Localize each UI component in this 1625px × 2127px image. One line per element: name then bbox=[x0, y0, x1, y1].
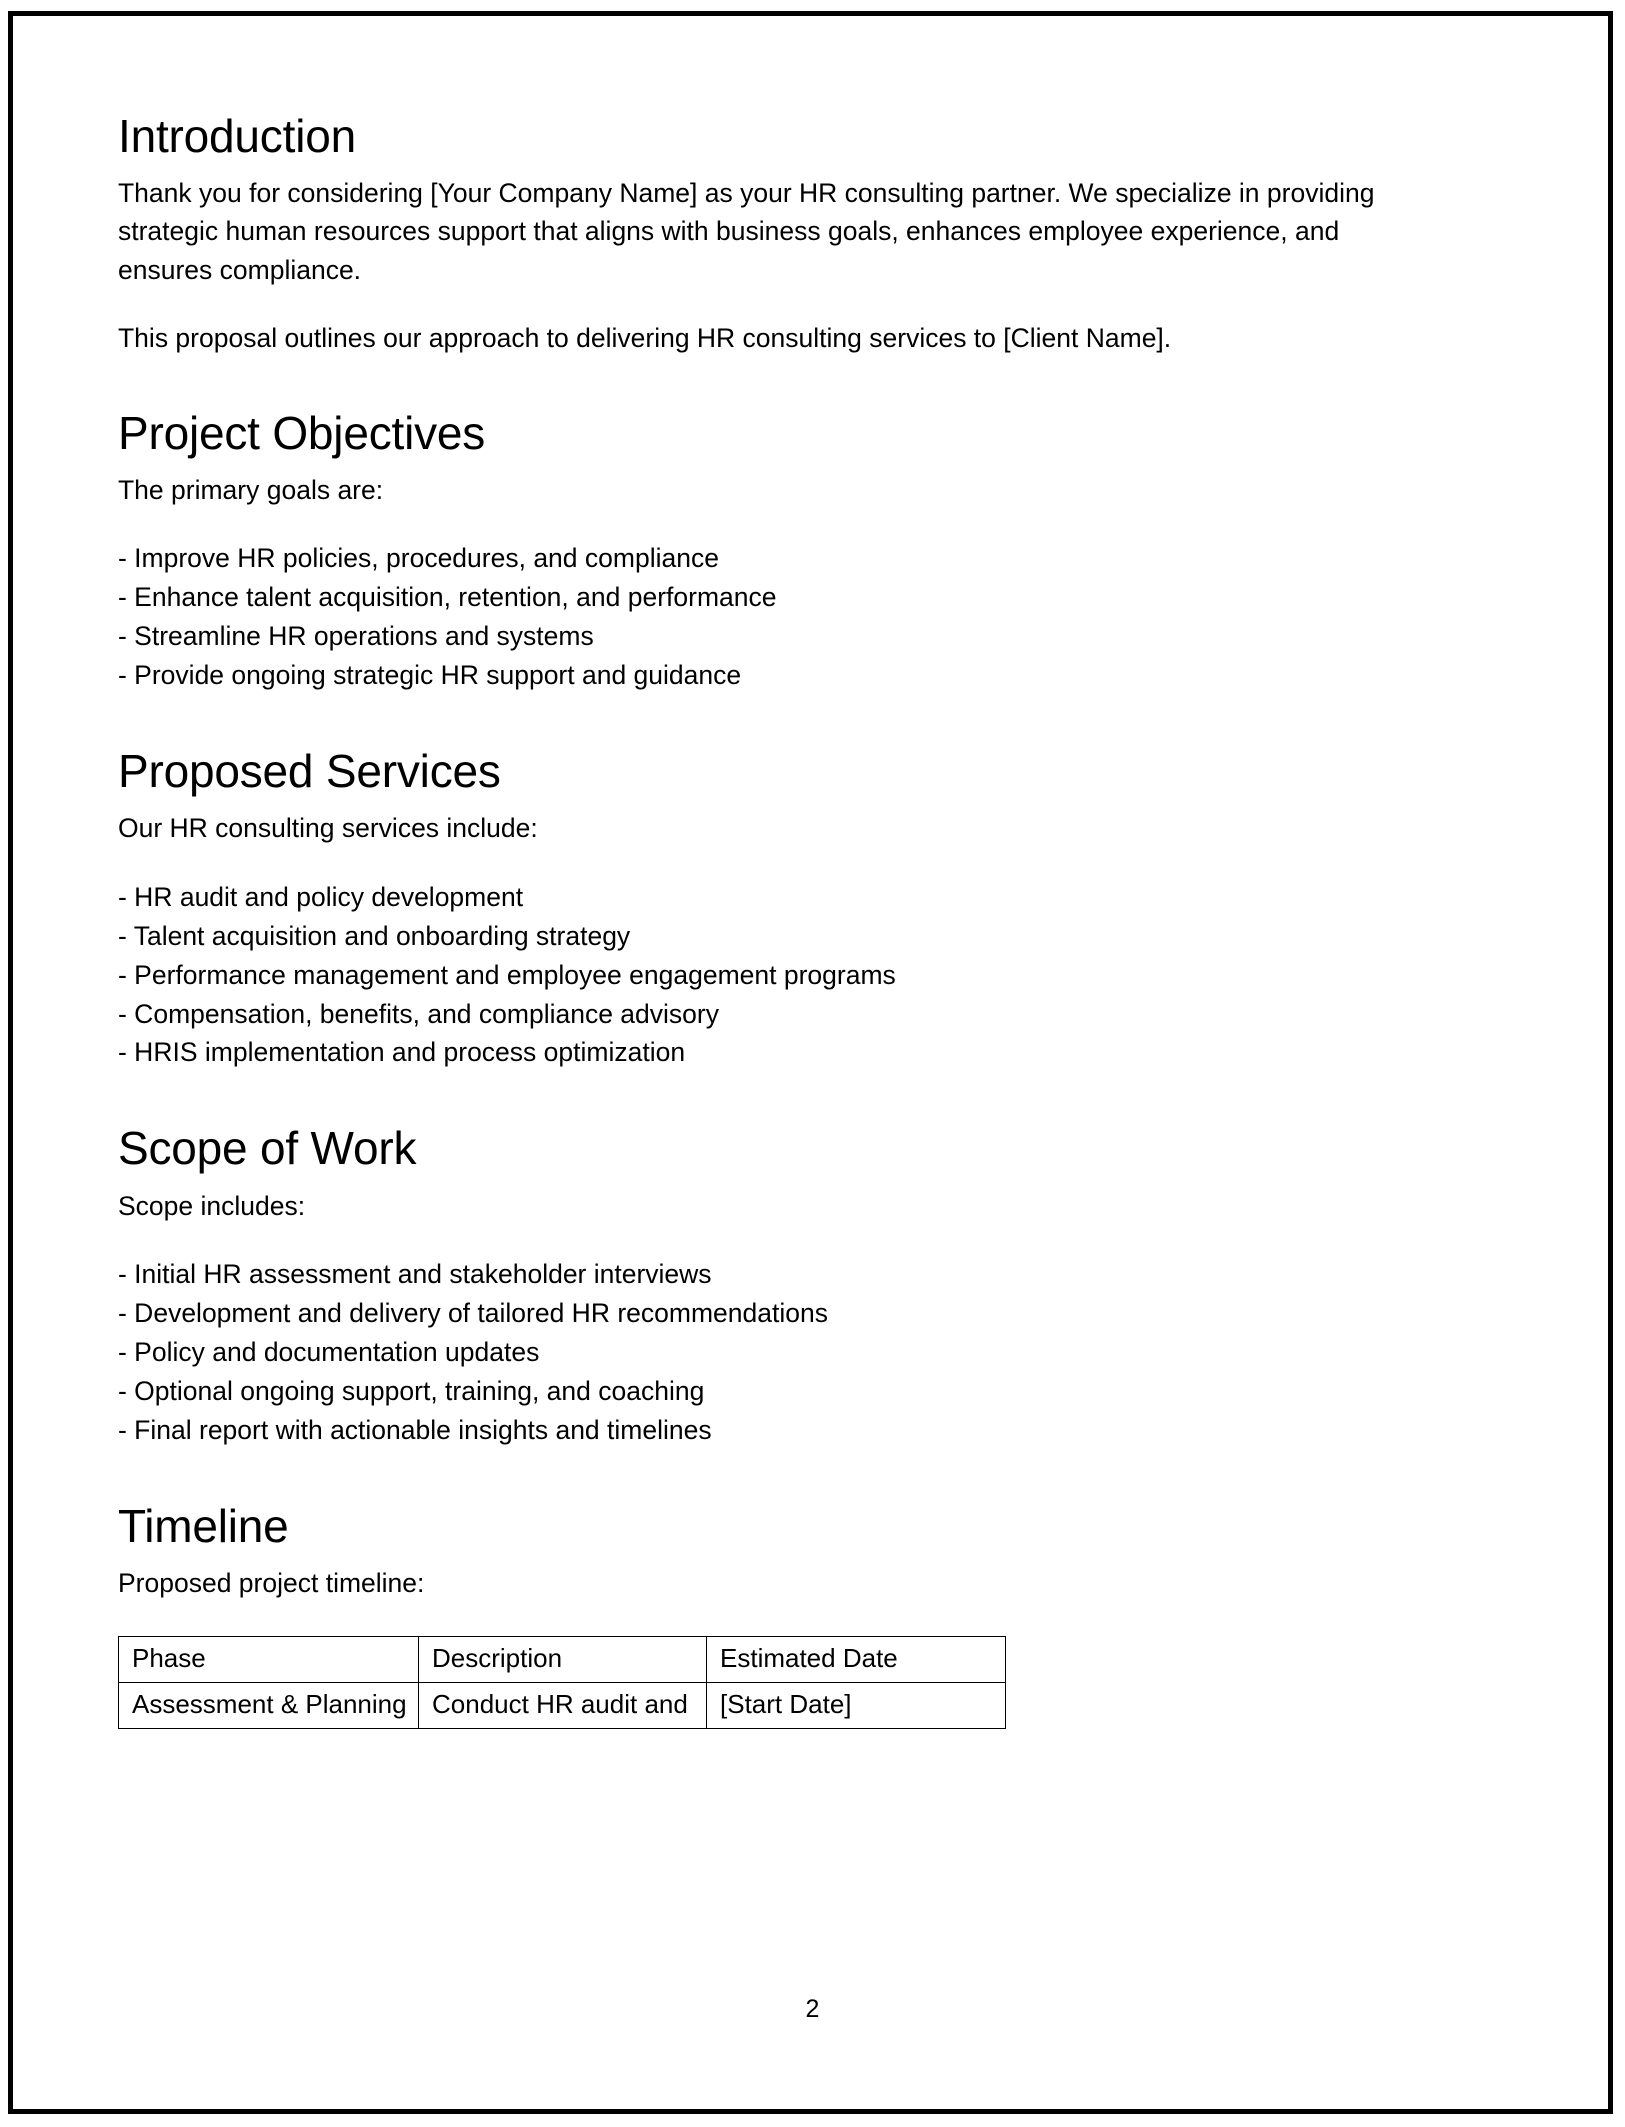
page-number: 2 bbox=[805, 1995, 820, 2023]
section-heading-timeline: Timeline bbox=[118, 1499, 289, 1552]
list-item: - Final report with actionable insights and timelines bbox=[118, 1414, 712, 1445]
document-body bbox=[118, 112, 1518, 1729]
lead-timeline: Proposed project timeline: bbox=[118, 1567, 425, 1598]
list-item: - HRIS implementation and process optimization bbox=[118, 1037, 686, 1068]
table-header-row bbox=[119, 1637, 1006, 1683]
table-header-cell-estimated-date: Estimated Date bbox=[707, 1637, 1006, 1683]
list-item: - HR audit and policy development bbox=[118, 881, 524, 912]
section-scope-of-work bbox=[118, 1124, 1518, 1449]
section-proposed-services bbox=[118, 747, 1518, 1072]
list-item: - Streamline HR operations and systems bbox=[118, 621, 594, 652]
list-item: - Provide ongoing strategic HR support and guidance bbox=[118, 660, 742, 691]
table-cell-estimated-date: [Start Date] bbox=[707, 1683, 1006, 1729]
section-project-objectives bbox=[118, 406, 1518, 695]
lead-scope-of-work: Scope includes: bbox=[118, 1190, 306, 1221]
timeline-table bbox=[118, 1636, 1006, 1729]
list-item: - Talent acquisition and onboarding strategy bbox=[118, 920, 631, 951]
table-cell-phase: Assessment & Planning bbox=[119, 1683, 419, 1729]
lead-proposed-services: Our HR consulting services include: bbox=[118, 813, 538, 844]
list-item: - Performance management and employee engagement programs bbox=[118, 959, 896, 990]
list-item: - Compensation, benefits, and compliance advisory bbox=[118, 998, 719, 1029]
section-timeline bbox=[118, 1499, 1518, 1730]
section-heading-proposed-services: Proposed Services bbox=[118, 745, 501, 798]
lead-project-objectives: The primary goals are: bbox=[118, 475, 384, 506]
section-introduction bbox=[118, 112, 1518, 357]
paragraph-intro-2: This proposal outlines our approach to delivering HR consulting services to [Client Name]. bbox=[118, 322, 1172, 353]
section-heading-project-objectives: Project Objectives bbox=[118, 406, 486, 459]
list-scope-of-work bbox=[118, 1255, 1518, 1450]
list-project-objectives bbox=[118, 539, 1518, 695]
list-item: - Optional ongoing support, training, and coaching bbox=[118, 1375, 705, 1406]
table-header-cell-description: Description bbox=[419, 1637, 707, 1683]
paragraph-intro-1: Thank you for considering [Your Company Name] as your HR consulting partner. We specialize in providing strategic human resources support that aligns with business goals, enhances employee experience, and ensures compliance. bbox=[118, 178, 1375, 285]
table-row bbox=[119, 1683, 1006, 1729]
list-item: - Policy and documentation updates bbox=[118, 1336, 540, 1367]
section-heading-scope-of-work: Scope of Work bbox=[118, 1122, 417, 1175]
table-cell-description: Conduct HR audit and bbox=[419, 1683, 707, 1729]
section-heading-introduction: Introduction bbox=[118, 110, 356, 162]
list-item: - Improve HR policies, procedures, and compliance bbox=[118, 543, 719, 574]
list-proposed-services bbox=[118, 878, 1518, 1073]
table-header-cell-phase: Phase bbox=[119, 1637, 419, 1683]
list-item: - Development and delivery of tailored HR recommendations bbox=[118, 1297, 828, 1328]
list-item: - Initial HR assessment and stakeholder interviews bbox=[118, 1258, 712, 1289]
list-item: - Enhance talent acquisition, retention, and performance bbox=[118, 582, 777, 613]
